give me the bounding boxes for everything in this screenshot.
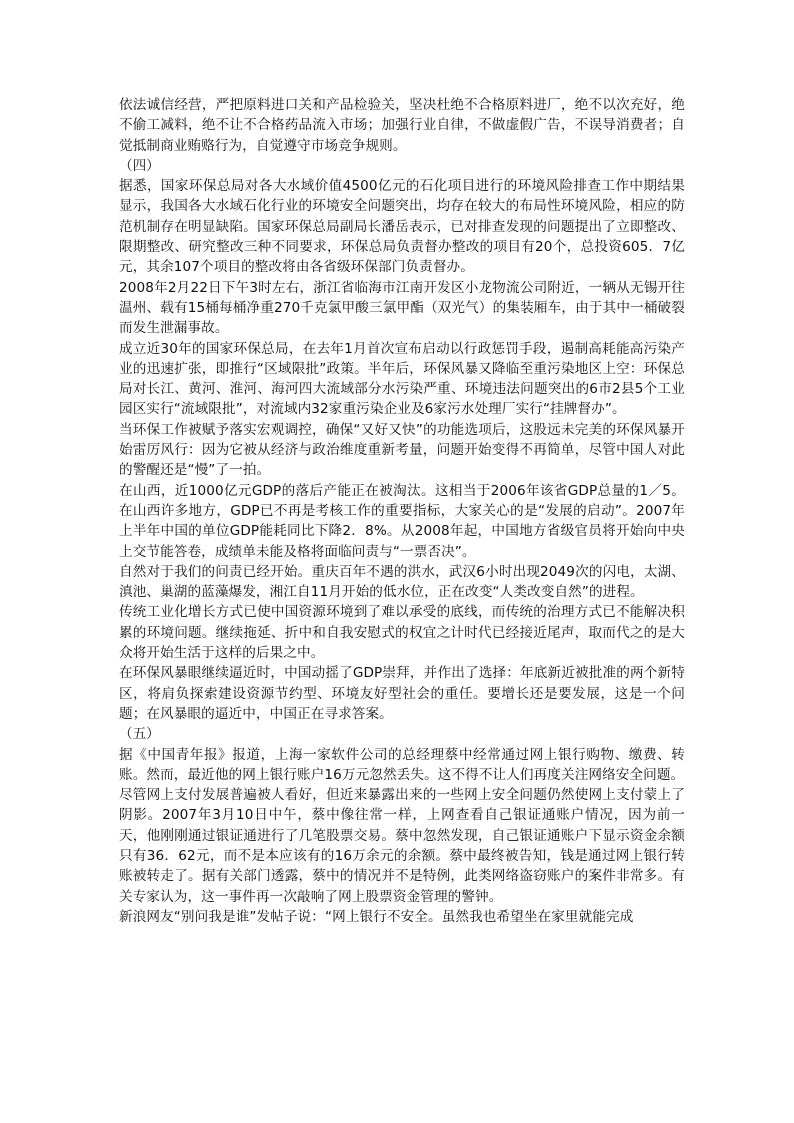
body-paragraph: 在环保风暴眼继续逼近时，中国动摇了GDP崇拜，并作出了选择：年底新近被批准的两个新特区，将肩负探索建设资源节约型、环境友好型社会的重任。要增长还是要发展，这是一个问题；在风暴眼的逼近中，中国正在寻求答案。 (119, 665, 685, 722)
body-paragraph: 尽管网上支付发展普遍被人看好，但近来暴露出来的一些网上安全问题仍然使网上支付蒙上了阴影。2007年3月10日中午，蔡中像往常一样，上网查看自己银证通账户情况，因为前一天，他刚刚通过银证通进行了几笔股票交易。蔡中忽然发现，自己银证通账户下显示资金余额只有36．62元，而不是本应该有的16万余元的余额。蔡中最终被告知，钱是通过网上银行转账被转走了。据有关部门透露，蔡中的情况并不是特例，此类网络盗窃账户的案件非常多。有关专家认为，这一事件再一次敲响了网上股票资金管理的警钟。 (119, 787, 685, 905)
body-paragraph: 2008年2月22日下午3时左右，浙江省临海市江南开发区小龙物流公司附近，一辆从无锡开往温州、载有15桶每桶净重270千克氯甲酸三氯甲酯（双光气）的集装厢车，由于其中一桶破裂而发生泄漏事故。 (119, 279, 685, 337)
body-paragraph: 成立近30年的国家环保总局，在去年1月首次宣布启动以行政惩罚手段，遏制高耗能高污染产业的迅速扩张，即推行“区域限批”政策。半年后，环保风暴又降临至重污染地区上空：环保总局对长江、黄河、淮河、海河四大流域部分水污染严重、环境违法问题突出的6市2县5个工业园区实行“流域限批”，对流域内32家重污染企业及6家污水处理厂实行“挂牌督办”。 (119, 340, 685, 418)
body-paragraph: 据悉，国家环保总局对各大水域价值4500亿元的石化项目进行的环境风险排查工作中期结果显示，我国各大水域石化行业的环境安全问题突出，均存在较大的布局性环境风险，相应的防范机制存在明显缺陷。国家环保总局副局长潘岳表示，已对排查发现的问题提出了立即整改、限期整改、研究整改三种不同要求，环保总局负责督办整改的项目有20个，总投资605．7亿元，其余107个项目的整改将由各省级环保部门负责督办。 (119, 178, 685, 276)
body-paragraph: 在山西，近1000亿元GDP的落后产能正在被淘汰。这相当于2006年该省GDP总量的1／5。在山西许多地方，GDP已不再是考核工作的重要指标，大家关心的是“发展的启动”。2007年上半年中国的单位GDP能耗同比下降2．8%。从2008年起，中国地方省级官员将开始向中央上交节能答卷，成绩单未能及格将面临问责与“一票否决”。 (119, 482, 685, 560)
body-paragraph: 据《中国青年报》报道，上海一家软件公司的总经理蔡中经常通过网上银行购物、缴费、转账。然而，最近他的网上银行账户16万元忽然丢失。这不得不让人们再度关注网络安全问题。 (119, 746, 685, 783)
section-heading-five: （五） (119, 726, 160, 743)
body-paragraph: 依法诚信经营，严把原料进口关和产品检验关，坚决杜绝不合格原料进厂，绝不以次充好，绝不偷工减料，绝不让不合格药品流入市场；加强行业自律，不做虚假广告，不误导消费者；自觉抵制商业贿赂行为，自觉遵守市场竞争规则。 (119, 97, 685, 154)
body-paragraph: 新浪网友“别问我是谁”发帖子说：“网上银行不安全。虽然我也希望坐在家里就能完成 (119, 908, 634, 925)
body-paragraph: 自然对于我们的问责已经开始。重庆百年不遇的洪水，武汉6小时出现2049次的闪电，太湖、滇池、巢湖的蓝藻爆发，湘江自11月开始的低水位，正在改变“人类改变自然”的进程。 (119, 563, 685, 601)
document-page (119, 95, 685, 927)
section-heading-four: （四） (119, 157, 160, 174)
body-paragraph: 传统工业化增长方式已使中国资源环境到了难以承受的底线，而传统的治理方式已不能解决积累的环境问题。继续拖延、折中和自我安慰式的权宜之计时代已经接近尾声，取而代之的是大众将开始生活于这样的后果之中。 (119, 604, 685, 662)
body-paragraph: 当环保工作被赋予落实宏观调控，确保“又好又快”的功能选项后，这股远未完美的环保风暴开始雷厉风行：因为它被从经济与政治维度重新考量，问题开始变得不再简单，尽管中国人对此的警醒还是“慢”了一拍。 (119, 421, 685, 479)
